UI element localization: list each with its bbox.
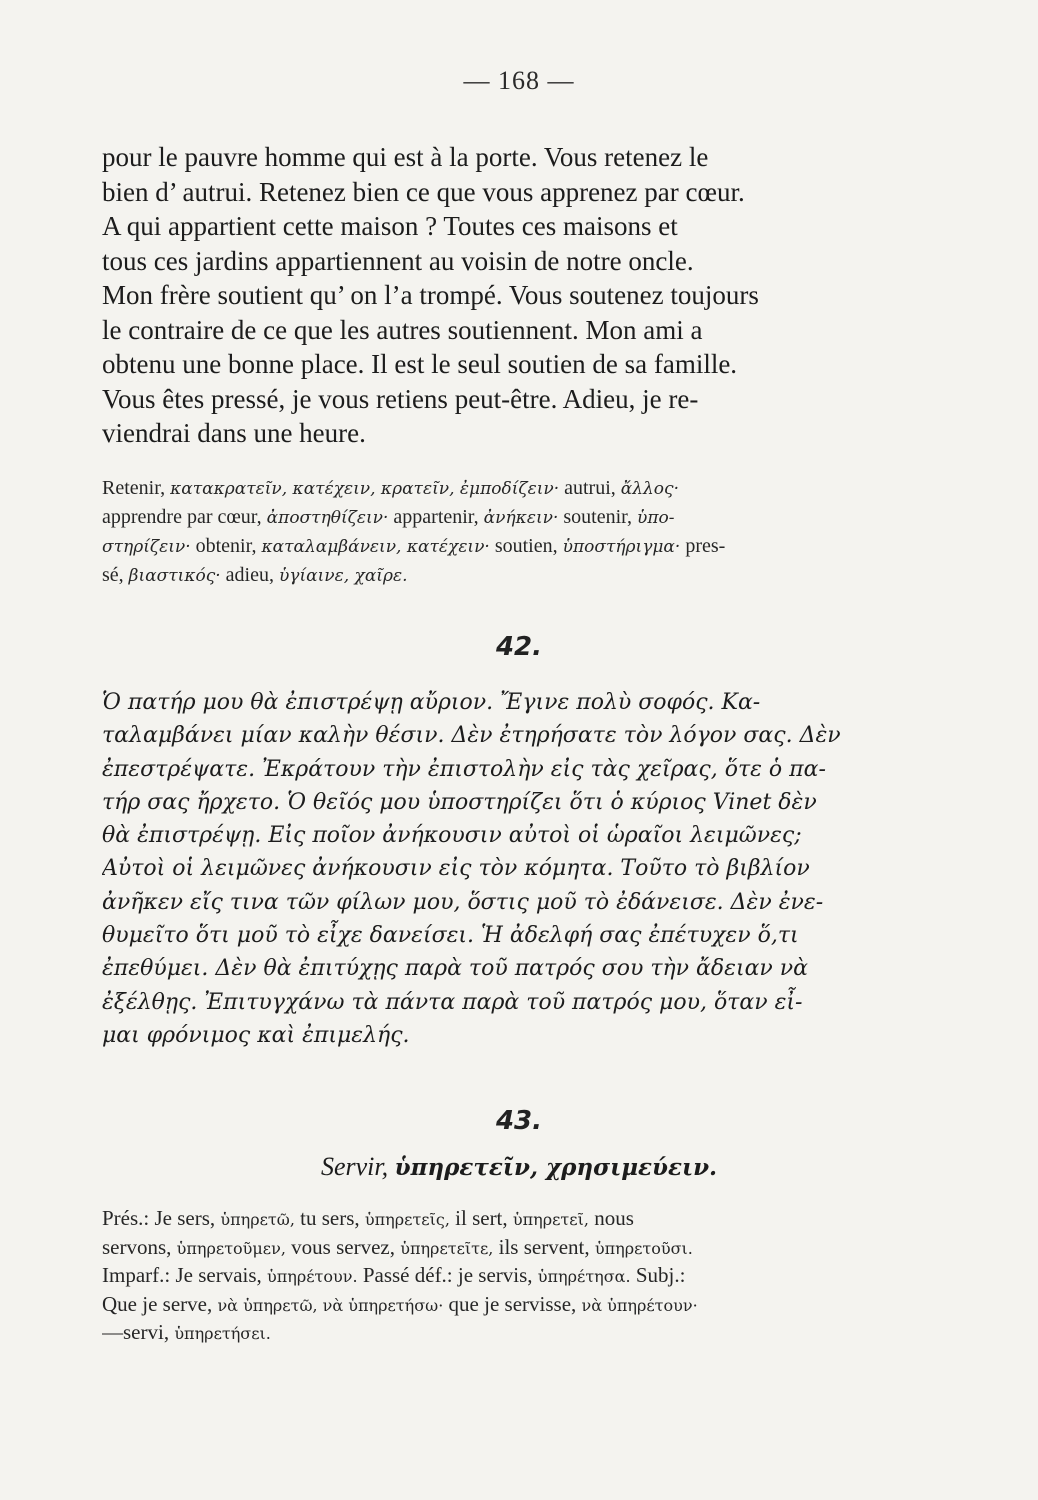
page-number: — 168 — [463, 66, 575, 95]
conjugation-translation: ὑπηρέτησα. [537, 1267, 631, 1286]
conjugation-translation: νὰ ὑπηρέτουν· [581, 1295, 698, 1315]
text-line: tous ces jardins appartiennent au voisin de notre oncle. [102, 245, 694, 276]
conjugation-line [102, 1290, 924, 1319]
text-line: θὰ ἐπιστρέψῃ. Εἰς ποῖον ἀνήκουσιν αὐτοὶ οἱ ὡραῖοι λειμῶνες; [102, 823, 802, 849]
verb-heading-greek: ὑπηρετεῖν, χρησιμεύειν. [394, 1154, 718, 1181]
conjugation-line [102, 1233, 924, 1262]
conjugation-translation: ὑπηρετῶ, [220, 1210, 295, 1229]
text-line: Vous êtes pressé, je vous retiens peut-être. Adieu, je re- [102, 383, 699, 414]
conjugation-form: nous [588, 1206, 634, 1230]
glossary-translation: στηρίζειν· [102, 537, 191, 557]
conjugation-translation: ὑπηρέτουν. [267, 1267, 358, 1286]
vocabulary-glossary [102, 474, 924, 590]
text-line: viendrai dans une heure. [102, 418, 366, 448]
glossary-translation: κατακρατεῖν, κατέχειν, κρατεῖν, ἐμποδίζειν· [170, 479, 560, 499]
conjugation-line [102, 1318, 924, 1347]
conjugation-form: tu sers, [294, 1206, 365, 1230]
glossary-translation: βιαστικός· [128, 566, 221, 586]
conjugation-form: —servi, [102, 1320, 175, 1344]
glossary-translation: ὑπο- [637, 508, 675, 528]
glossary-line [102, 474, 924, 503]
text-line: obtenu une bonne place. Il est le seul soutien de sa famille. [102, 349, 738, 379]
glossary-term: pres- [680, 535, 726, 557]
conjugation-form: Que je serve, [102, 1291, 218, 1316]
conjugation-form: vous servez, [285, 1234, 401, 1259]
text-line: τήρ σας ἤρχετο. Ὁ θεῖός μου ὑποστηρίζει ὅτι ὁ κύριος Vinet δὲν [102, 789, 817, 815]
glossary-term: obtenir, [190, 535, 262, 557]
verb-heading-french: Servir, [320, 1152, 389, 1181]
conjugation-translation: ὑπηρετήσει. [174, 1324, 271, 1343]
glossary-translation: ἄλλος· [620, 479, 679, 499]
glossary-term: Retenir, [102, 477, 171, 499]
conjugation-translation: ὑπηρετεῖ, [512, 1210, 589, 1229]
text-line: ταλαμβάνει μίαν καλὴν θέσιν. Δὲν ἐτηρήσατε τὸν λόγον σας. Δὲν [102, 723, 841, 749]
conjugation-translation: νὰ ὑπηρετῶ, νὰ ὑπηρετήσω· [217, 1295, 444, 1315]
text-line: A qui appartient cette maison ? Toutes ces maisons et [102, 211, 678, 241]
conjugation-translation: ὑπηρετεῖς, [364, 1210, 450, 1229]
conjugation-line [102, 1204, 924, 1233]
section-number-42: 42. [495, 632, 543, 662]
text-line: pour le pauvre homme qui est à la porte. Vous retenez le [102, 142, 709, 172]
text-line: μαι φρόνιμος καὶ ἐπιμελής. [102, 1022, 410, 1048]
glossary-term: soutien, [489, 535, 563, 557]
conjugation-form: Imparf.: Je servais, [102, 1263, 268, 1287]
conjugation-translation: ὑπηρετεῖτε, [400, 1238, 494, 1258]
section-number-43: 43. [495, 1106, 543, 1136]
text-line: ἐξέλθῃς. Ἐπιτυγχάνω τὰ πάντα παρὰ τοῦ πατρός μου, ὅταν εἶ- [102, 989, 803, 1015]
glossary-term: autrui, [559, 477, 621, 499]
conjugation-form: ils servent, [493, 1234, 595, 1259]
conjugation-line [102, 1261, 924, 1290]
text-line: Mon frère soutient qu’ on l’a trompé. Vous soutenez toujours [102, 280, 759, 310]
conjugation-translation: ὑπηρετοῦμεν, [176, 1238, 286, 1258]
conjugation-form: servons, [102, 1234, 177, 1259]
greek-exercise-text [102, 686, 924, 1052]
glossary-translation: ὑποστήριγμα· [562, 537, 681, 557]
text-line: ἐπεστρέψατε. Ἐκράτουν τὴν ἐπιστολὴν εἰς τὰς χεῖρας, ὅτε ὁ πα- [102, 756, 826, 782]
glossary-term: sé, [102, 564, 129, 586]
french-exercise-text [102, 140, 924, 451]
conjugation-form: que je servisse, [443, 1291, 582, 1316]
glossary-line [102, 503, 924, 532]
glossary-translation: καταλαμβάνειν, κατέχειν· [261, 537, 490, 557]
text-line: θυμεῖτο ὅτι μοῦ τὸ εἶχε δανείσει. Ἡ ἀδελφή σας ἐπέτυχεν ὅ,τι [102, 923, 799, 949]
conjugation-translation: ὑπηρετοῦσι. [594, 1238, 693, 1258]
conjugation-form: il sert, [449, 1206, 513, 1230]
glossary-term: soutenir, [558, 506, 637, 528]
glossary-translation: ἀποστηθίζειν· [266, 508, 389, 528]
text-line: ἐπεθύμει. Δὲν θὰ ἐπιτύχῃς παρὰ τοῦ πατρός σου τὴν ἄδειαν νὰ [102, 956, 809, 982]
verb-heading [0, 1152, 1038, 1182]
text-line: le contraire de ce que les autres soutiennent. Mon ami a [102, 314, 703, 345]
glossary-line [102, 561, 924, 590]
text-line: bien d’ autrui. Retenez bien ce que vous apprenez par cœur. [102, 176, 745, 207]
conjugation-form: Prés.: Je sers, [102, 1206, 221, 1230]
glossary-term: adieu, [220, 564, 279, 586]
conjugation-form: Subj.: [630, 1263, 686, 1287]
glossary-line [102, 532, 924, 561]
glossary-term: apprendre par cœur, [102, 506, 267, 528]
conjugation-table [102, 1204, 924, 1347]
text-line: ἀνῆκεν εἴς τινα τῶν φίλων μου, ὅστις μοῦ τὸ ἐδάνεισε. Δὲν ἐνε- [102, 889, 824, 915]
glossary-translation: ὑγίαινε, χαῖρε. [278, 566, 408, 586]
conjugation-form: Passé déf.: je servis, [357, 1263, 538, 1287]
glossary-term: appartenir, [388, 506, 484, 528]
glossary-translation: ἀνήκειν· [483, 508, 559, 528]
text-line: Αὐτοὶ οἱ λειμῶνες ἀνήκουσιν εἰς τὸν κόμητα. Τοῦτο τὸ βιβλίον [102, 856, 810, 882]
text-line: Ὁ πατήρ μου θὰ ἐπιστρέψῃ αὔριον. Ἔγινε πολὺ σοφός. Κα- [102, 690, 761, 715]
